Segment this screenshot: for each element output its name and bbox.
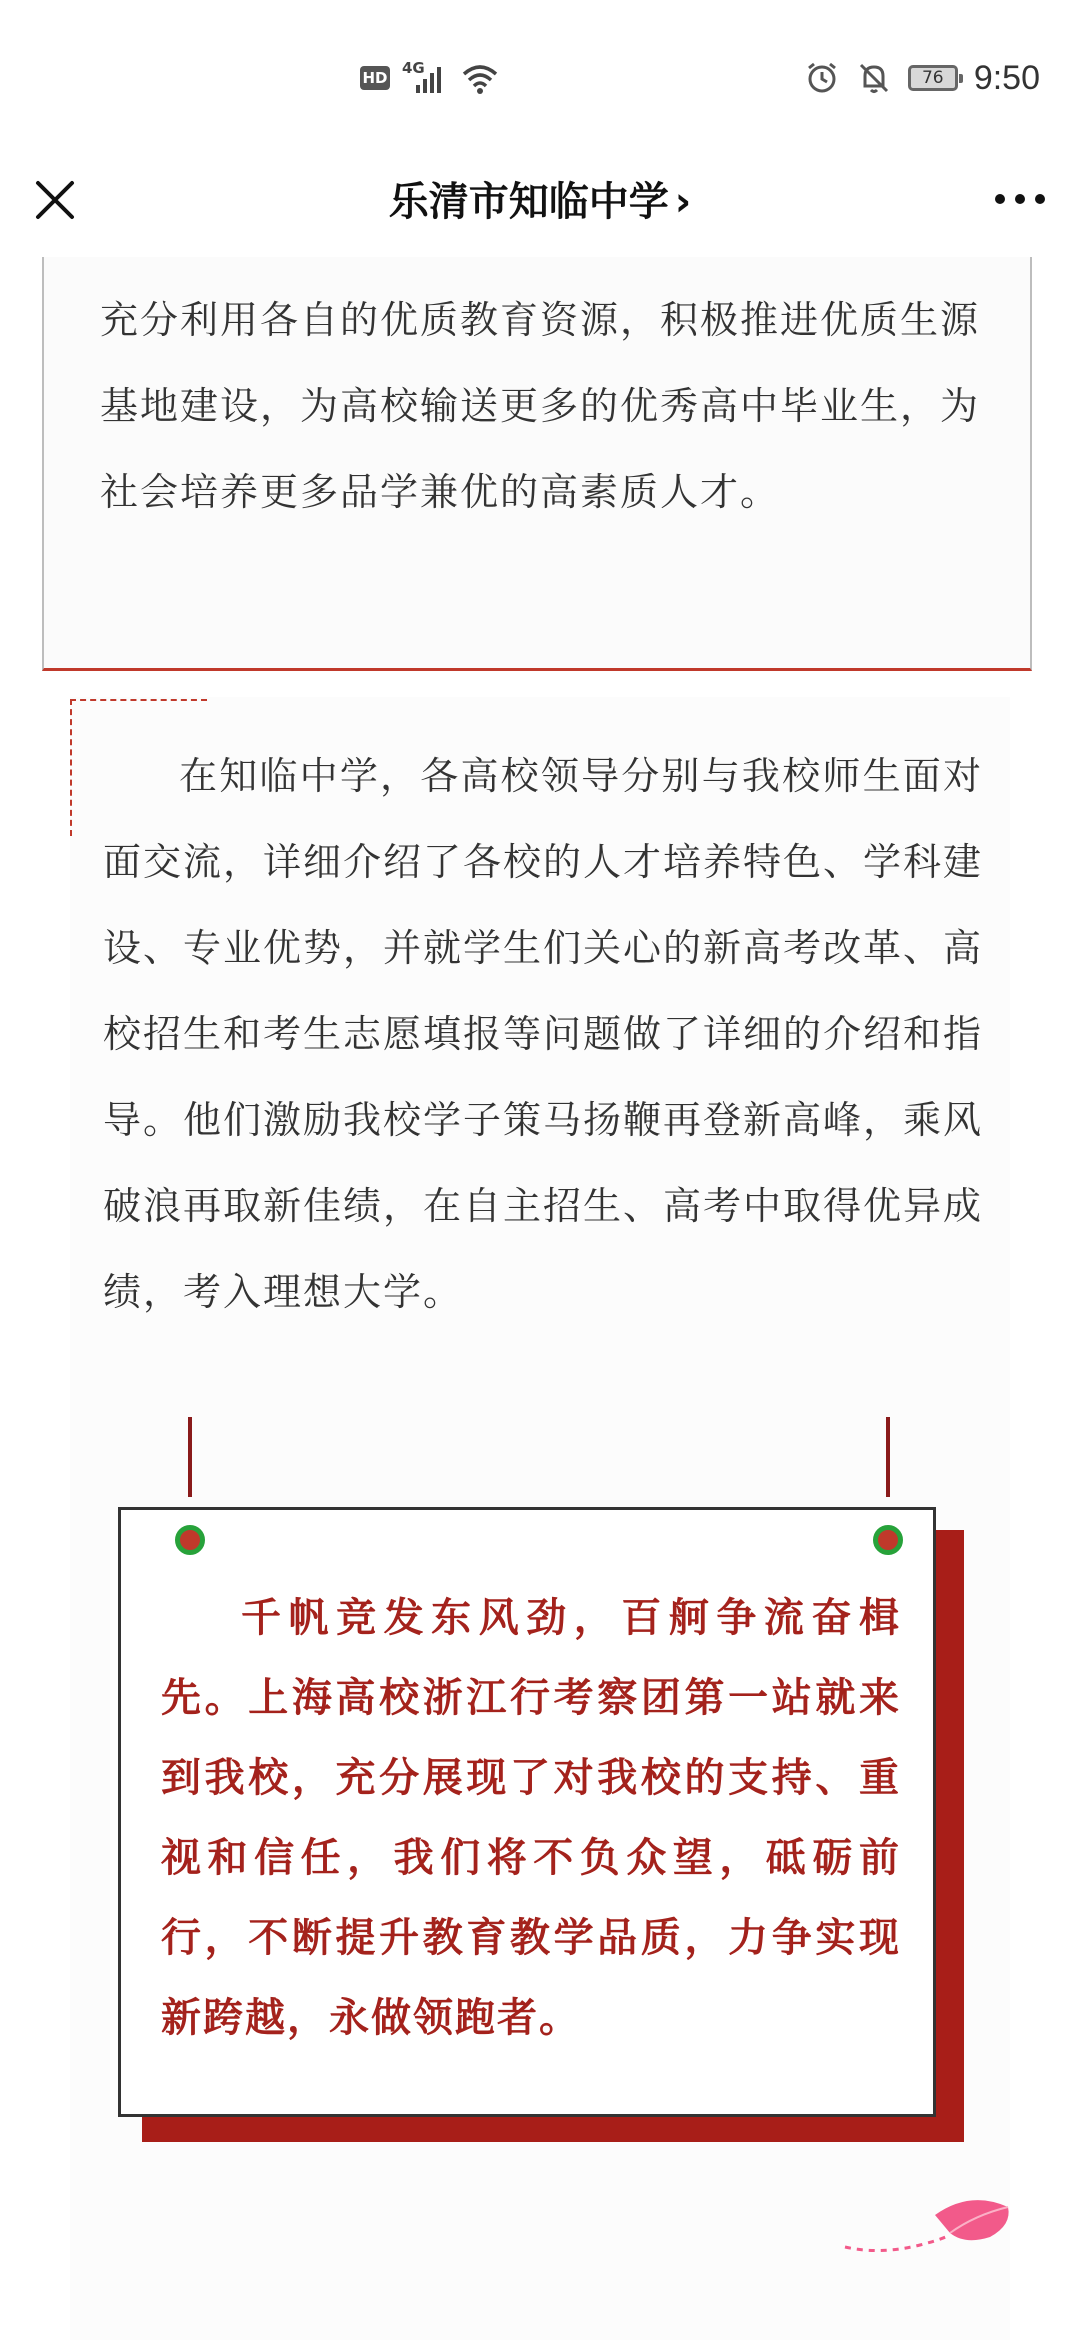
alarm-icon [804,60,840,96]
hanging-line-left [188,1417,192,1497]
chevron-right-icon[interactable]: › [674,179,692,225]
status-bar [0,0,1080,155]
wifi-icon [460,62,500,94]
status-left-group [360,58,500,98]
battery-level: 76 [921,68,944,88]
quote-text: 充分利用各自的优质教育资源，积极推进优质生源基地建设，为高校输送更多的优秀高中毕业生，为社会培养更多品学兼优的高素质人才。 [100,298,981,514]
quote-box [42,257,1032,671]
status-right-group [804,56,1040,100]
highlight-card-text: 千帆竞发东风劲，百舸争流奋楫先。上海高校浙江行考察团第一站就来到我校，充分展现了对我校的支持、重视和信任，我们将不负众望，砥砺前行，不断提升教育教学品质，力争实现新跨越，永做领跑者。 [161,1595,901,2041]
network-type-label: 4G [402,59,425,77]
battery-icon [908,65,958,91]
mute-icon [856,60,892,96]
status-time: 9:50 [973,58,1040,97]
paper-plane-decoration-icon [840,2185,1020,2265]
hanging-line-right [886,1417,890,1497]
title-bar [0,155,1080,258]
account-name[interactable]: 乐清市知临中学 [388,179,669,225]
pin-dot-right [873,1525,903,1555]
body-paragraph: 在知临中学，各高校领导分别与我校师生面对面交流，详细介绍了各校的人才培养特色、学科建设、专业优势，并就学生们关心的新高考改革、高校招生和考生志愿填报等问题做了详细的介绍和指导。他们激励我校学子策马扬鞭再登新高峰，乘风破浪再取新佳绩，在自主招生、高考中取得优异成绩，考入理想大学。 [103,754,984,1314]
article-content [0,257,1080,2340]
pin-dot-left [175,1525,205,1555]
signal-icon [402,61,448,95]
highlight-card [118,1507,936,2117]
hd-icon: HD [360,66,390,90]
more-icon[interactable] [990,189,1050,209]
page-title[interactable] [0,167,1080,237]
